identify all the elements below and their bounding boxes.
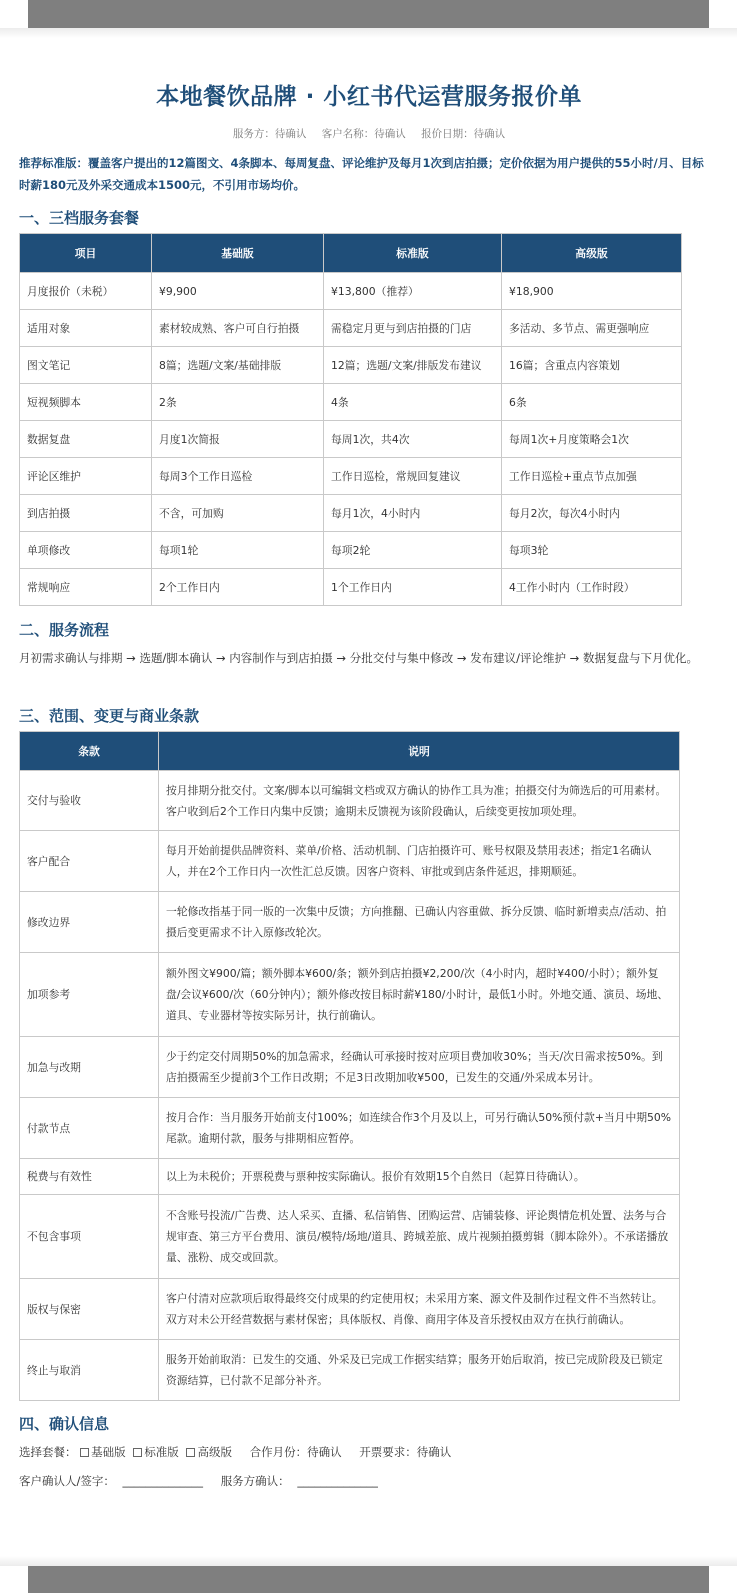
package-cell: 需稳定月更与到店拍摄的门店	[324, 310, 502, 347]
terms-label-cell: 税费与有效性	[20, 1159, 159, 1195]
terms-label-cell: 付款节点	[20, 1098, 159, 1159]
terms-row	[20, 1037, 680, 1098]
option-premium[interactable]: 高级版	[186, 1445, 232, 1459]
terms-row	[20, 831, 680, 892]
package-cell: 素材较成熟、客户可自行拍摄	[152, 310, 324, 347]
package-header-cell: 标准版	[324, 234, 502, 273]
terms-row	[20, 1195, 680, 1279]
section1-heading: 一、三档服务套餐	[19, 209, 140, 227]
checkbox-icon[interactable]	[186, 1448, 195, 1457]
terms-row	[20, 771, 680, 831]
signature-line	[19, 1473, 392, 1489]
terms-label-cell: 加急与改期	[20, 1037, 159, 1098]
recommendation-text: 推荐标准版：覆盖客户提出的12篇图文、4条脚本、每周复盘、评论维护及每月1次到店拍摄；定价依据为用户提供的55小时/月、目标时薪180元及外采交通成本1500元，不引用市场均价。	[19, 156, 704, 192]
section3-heading: 三、范围、变更与商业条款	[19, 707, 200, 725]
terms-label-cell: 版权与保密	[20, 1279, 159, 1340]
package-cell: 单项修改	[20, 532, 152, 569]
package-row	[20, 532, 682, 569]
package-cell: 多活动、多节点、需更强响应	[502, 310, 682, 347]
package-cell: 适用对象	[20, 310, 152, 347]
service-flow-text: 月初需求确认与排期 → 选题/脚本确认 → 内容制作与到店拍摄 → 分批交付与集中修改 → 发布建议/评论维护 → 数据复盘与下月优化。	[19, 651, 698, 665]
terms-row	[20, 1098, 680, 1159]
package-cell: 2个工作日内	[152, 569, 324, 606]
package-cell: ¥13,800（推荐）	[324, 273, 502, 310]
package-cell: 不含，可加购	[152, 495, 324, 532]
terms-label-cell: 加项参考	[20, 953, 159, 1037]
package-row	[20, 310, 682, 347]
package-cell: 数据复盘	[20, 421, 152, 458]
package-cell: 4条	[324, 384, 502, 421]
package-cell: 每项2轮	[324, 532, 502, 569]
terms-label-cell: 不包含事项	[20, 1195, 159, 1279]
section2-heading: 二、服务流程	[19, 621, 110, 639]
package-header-cell: 高级版	[502, 234, 682, 273]
top-shadow	[0, 28, 737, 38]
terms-row	[20, 1159, 680, 1195]
package-cell: 8篇；选题/文案/基础排版	[152, 347, 324, 384]
package-select-label: 选择套餐：	[19, 1445, 77, 1459]
package-row	[20, 569, 682, 606]
cooperation-month: 合作月份：待确认	[249, 1445, 342, 1459]
package-header-cell: 基础版	[152, 234, 324, 273]
package-cell: 工作日巡检，常规回复建议	[324, 458, 502, 495]
package-cell: 工作日巡检+重点节点加强	[502, 458, 682, 495]
package-cell: 每项1轮	[152, 532, 324, 569]
terms-desc-cell: 一轮修改指基于同一版的一次集中反馈；方向推翻、已确认内容重做、拆分反馈、临时新增卖点/活动、拍摄后变更需求不计入原修改轮次。	[159, 892, 680, 953]
terms-desc-cell: 不含账号投流/广告费、达人采买、直播、私信销售、团购运营、店铺装修、评论舆情危机处置、法务与合规审查、第三方平台费用、演员/模特/场地/道具、跨城差旅、成片视频拍摄剪辑（脚本除外）。不承诺播放量、涨粉、成交或回款。	[159, 1195, 680, 1279]
document-title: 本地餐饮品牌 · 小红书代运营服务报价单	[156, 84, 582, 110]
terms-desc-cell: 服务开始前取消：已发生的交通、外采及已完成工作据实结算；服务开始后取消，按已完成阶段及已锁定资源结算，已付款不足部分补齐。	[159, 1340, 680, 1401]
client-sign-blank[interactable]: ______________	[122, 1474, 204, 1488]
package-cell: 6条	[502, 384, 682, 421]
provider-sign-blank[interactable]: ______________	[297, 1474, 378, 1488]
package-cell: 每项3轮	[502, 532, 682, 569]
terms-desc-cell: 按月合作：当月服务开始前支付100%；如连续合作3个月及以上，可另行确认50%预付款+当月中期50%尾款。逾期付款，服务与排期相应暂停。	[159, 1098, 680, 1159]
terms-desc-cell: 额外图文¥900/篇；额外脚本¥600/条；额外到店拍摄¥2,200/次（4小时内，超时¥400/小时）；额外复盘/会议¥600/次（60分钟内）；额外修改按目标时薪¥180/小时计，最低1小时。外地交通、演员、场地、道具、专业器材等按实际另计，执行前确认。	[159, 953, 680, 1037]
option-standard[interactable]: 标准版	[133, 1445, 179, 1459]
provider-sign-label: 服务方确认：	[220, 1474, 290, 1488]
terms-row	[20, 892, 680, 953]
confirm-options-line	[19, 1444, 465, 1460]
terms-desc-cell: 每月开始前提供品牌资料、菜单/价格、活动机制、门店拍摄许可、账号权限及禁用表述；指定1名确认人，并在2个工作日内一次性汇总反馈。因客户资料、审批或到店条件延迟，排期顺延。	[159, 831, 680, 892]
terms-desc-cell: 以上为未税价；开票税费与票种按实际确认。报价有效期15个自然日（起算日待确认）。	[159, 1159, 680, 1195]
package-cell: 月度1次简报	[152, 421, 324, 458]
package-cell: 12篇；选题/文案/排版发布建议	[324, 347, 502, 384]
document-meta	[19, 126, 719, 141]
terms-row	[20, 1279, 680, 1340]
terms-header-cell: 说明	[159, 732, 680, 771]
package-cell: 短视频脚本	[20, 384, 152, 421]
meta-provider: 服务方：待确认	[232, 128, 307, 140]
top-frame-bar	[28, 0, 709, 28]
meta-client: 客户名称：待确认	[321, 128, 406, 140]
package-cell: 图文笔记	[20, 347, 152, 384]
package-cell: 评论区维护	[20, 458, 152, 495]
terms-desc-cell: 按月排期分批交付。文案/脚本以可编辑文档或双方确认的协作工具为准；拍摄交付为筛选后的可用素材。客户收到后2个工作日内集中反馈；逾期未反馈视为该阶段确认，后续变更按加项处理。	[159, 771, 680, 831]
bottom-frame-bar	[28, 1566, 709, 1593]
package-cell: 到店拍摄	[20, 495, 152, 532]
option-basic[interactable]: 基础版	[80, 1445, 126, 1459]
package-row	[20, 273, 682, 310]
package-cell: 16篇；含重点内容策划	[502, 347, 682, 384]
terms-table	[19, 731, 680, 1401]
bottom-shadow	[0, 1556, 737, 1566]
package-header-cell: 项目	[20, 234, 152, 273]
terms-table-header	[20, 732, 680, 771]
meta-date: 报价日期：待确认	[421, 128, 506, 140]
package-cell: ¥18,900	[502, 273, 682, 310]
package-cell: 每周1次+月度策略会1次	[502, 421, 682, 458]
checkbox-icon[interactable]	[80, 1448, 89, 1457]
package-cell: 月度报价（未税）	[20, 273, 152, 310]
terms-desc-cell: 客户付清对应款项后取得最终交付成果的约定使用权；未采用方案、源文件及制作过程文件不当然转让。双方对未公开经营数据与素材保密；具体版权、肖像、商用字体及音乐授权由双方在执行前确认。	[159, 1279, 680, 1340]
package-cell: 每周3个工作日巡检	[152, 458, 324, 495]
section4-heading: 四、确认信息	[19, 1415, 110, 1433]
package-cell: 每周1次，共4次	[324, 421, 502, 458]
invoice-requirement: 开票要求：待确认	[359, 1445, 452, 1459]
package-row	[20, 384, 682, 421]
terms-label-cell: 交付与验收	[20, 771, 159, 831]
package-row	[20, 458, 682, 495]
package-table-header	[20, 234, 682, 273]
package-cell: 每月2次，每次4小时内	[502, 495, 682, 532]
package-row	[20, 347, 682, 384]
package-row	[20, 495, 682, 532]
terms-label-cell: 终止与取消	[20, 1340, 159, 1401]
checkbox-icon[interactable]	[133, 1448, 142, 1457]
package-row	[20, 421, 682, 458]
package-cell: 2条	[152, 384, 324, 421]
terms-label-cell: 修改边界	[20, 892, 159, 953]
terms-header-cell: 条款	[20, 732, 159, 771]
package-cell: 常规响应	[20, 569, 152, 606]
client-sign-label: 客户确认人/签字：	[19, 1474, 115, 1488]
package-cell: ¥9,900	[152, 273, 324, 310]
terms-row	[20, 1340, 680, 1401]
package-cell: 1个工作日内	[324, 569, 502, 606]
terms-row	[20, 953, 680, 1037]
package-cell: 4工作小时内（工作时段）	[502, 569, 682, 606]
terms-desc-cell: 少于约定交付周期50%的加急需求，经确认可承接时按对应项目费加收30%；当天/次日需求按50%。到店拍摄需至少提前3个工作日改期；不足3日改期加收¥500，已发生的交通/外采成本另计。	[159, 1037, 680, 1098]
terms-label-cell: 客户配合	[20, 831, 159, 892]
package-table	[19, 233, 682, 606]
package-cell: 每月1次，4小时内	[324, 495, 502, 532]
